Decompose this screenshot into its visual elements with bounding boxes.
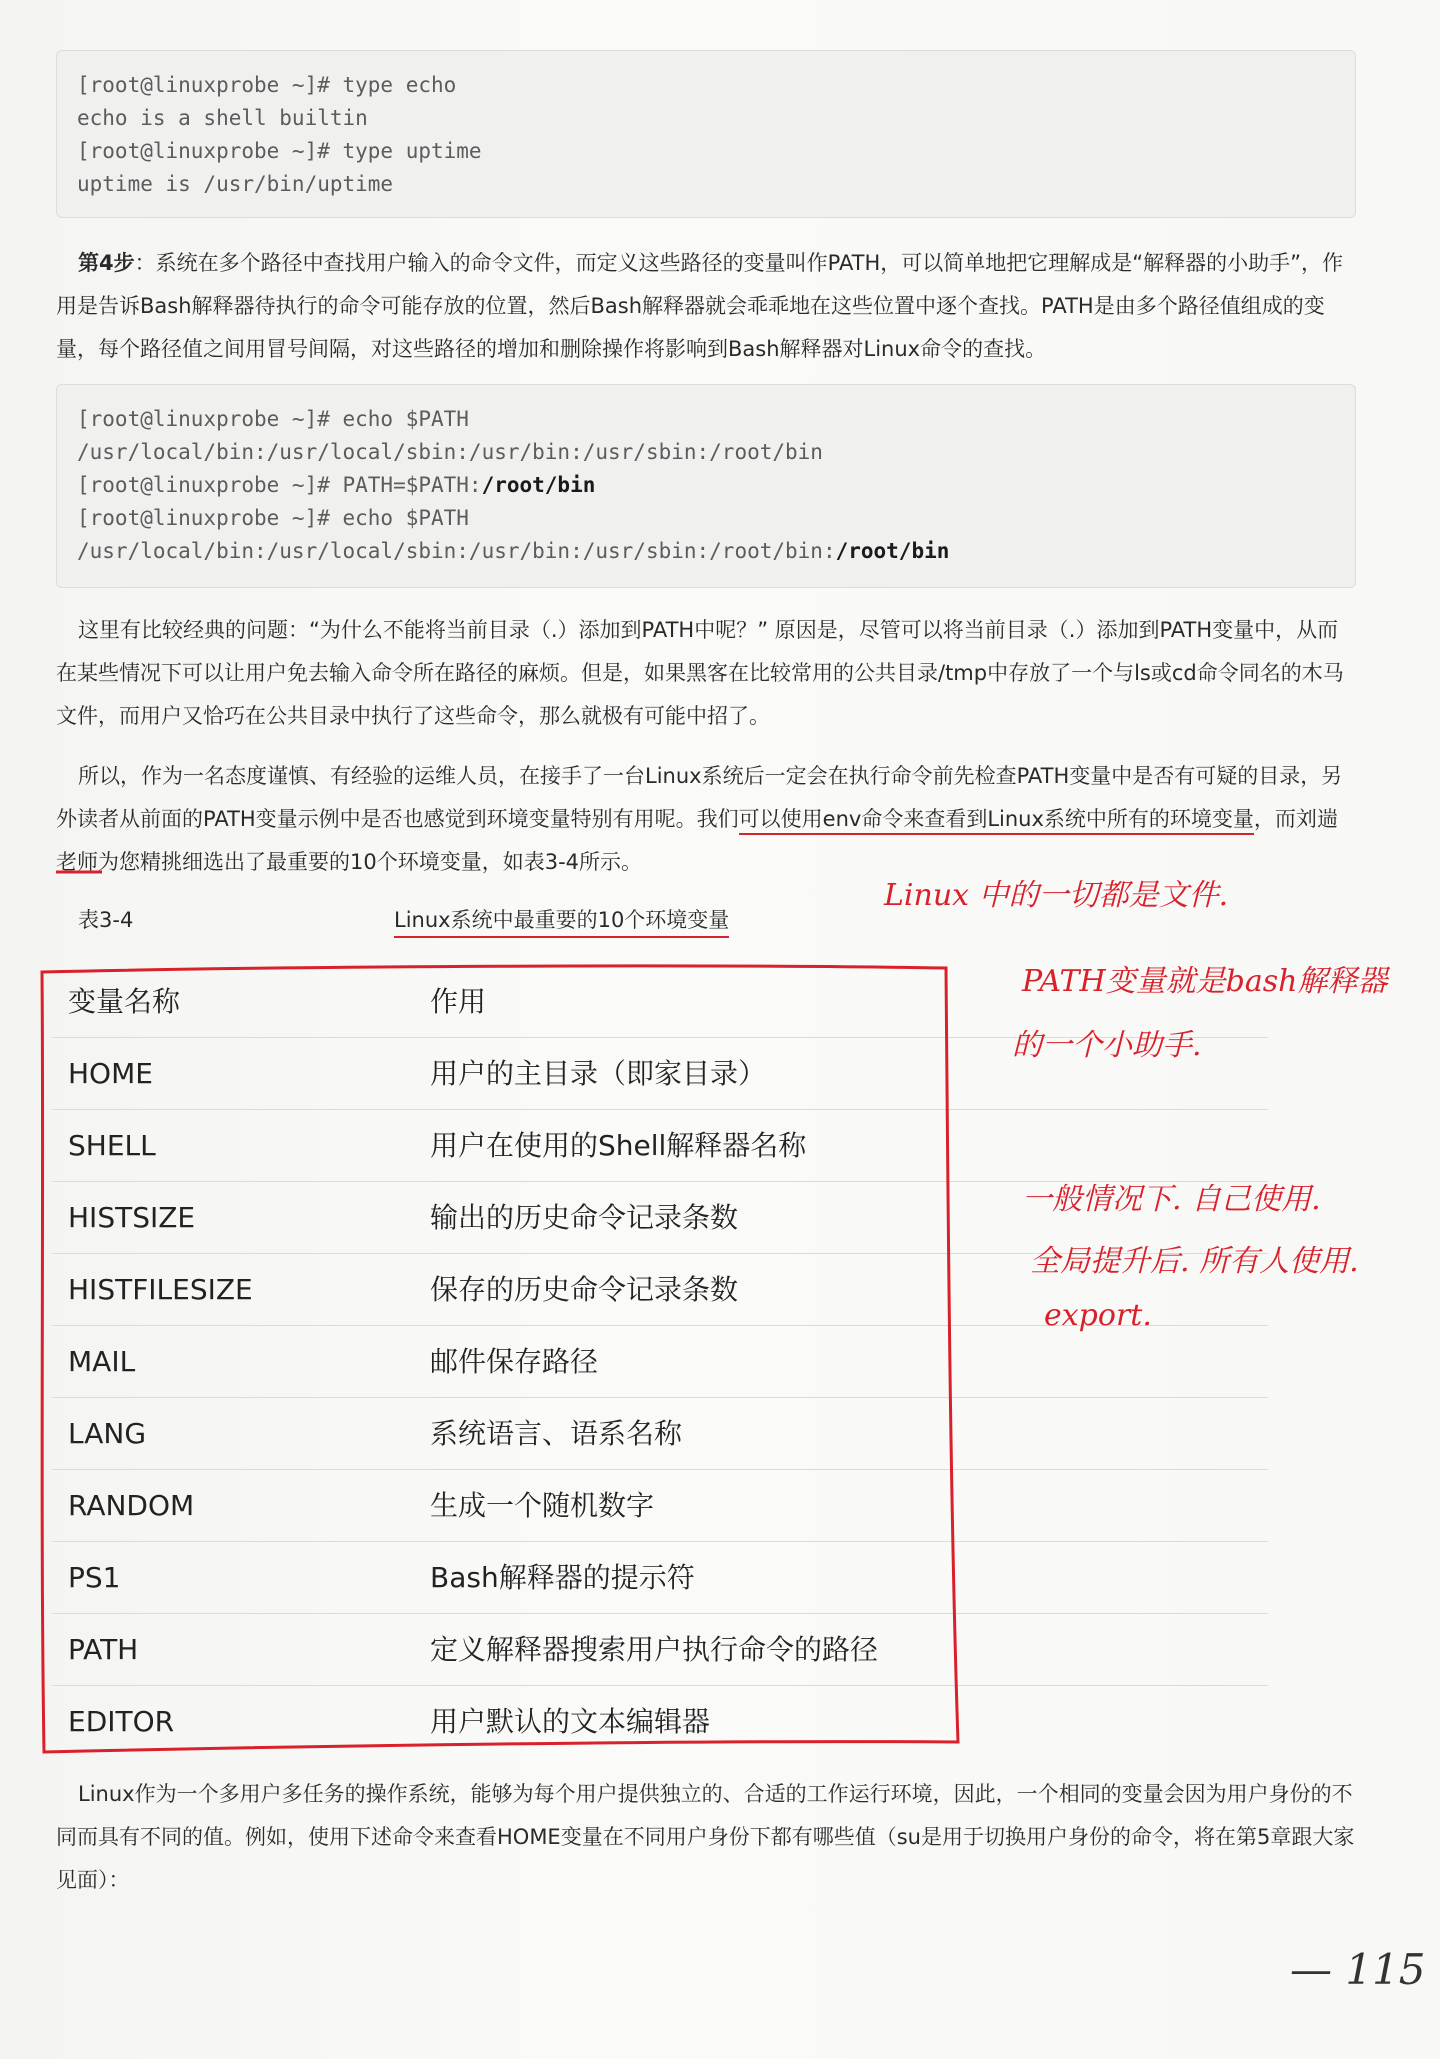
var-name: SHELL (68, 1129, 156, 1162)
var-name: HISTSIZE (68, 1201, 196, 1234)
env-text-2: ，而刘遄老师为您精挑细选出了最重要的10个环境变量，如表3-4所示。 (56, 807, 1338, 874)
question-text: 这里有比较经典的问题：“为什么不能将当前目录（.）添加到PATH中呢？” 原因是，尽管可以将当前目录（.）添加到PATH变量中，从而在某些情况下可以让用户免去输入命令所在路径的麻烦。但是，如果黑客在比较常用的公共目录/tmp中存放了一个与ls或cd命令同名的木马文件，而用户又恰巧在公共目录中执行了这些命令，那么就极有可能中招了。 (56, 618, 1344, 728)
var-name: HISTFILESIZE (68, 1273, 253, 1306)
header-name: 变量名称 (68, 985, 181, 1018)
var-name: LANG (68, 1417, 147, 1450)
handwritten-note-everything-file: Linux 中的一切都是文件. (884, 878, 1229, 913)
var-name: HOME (68, 1057, 153, 1090)
var-name: MAIL (68, 1345, 136, 1378)
var-purpose: 生成一个随机数字 (430, 1489, 655, 1522)
var-name: PATH (68, 1633, 139, 1666)
var-name: EDITOR (68, 1705, 175, 1738)
step4-text: ：系统在多个路径中查找用户输入的命令文件，而定义这些路径的变量叫作PATH，可以简单地把它理解成是“解释器的小助手”，作用是告诉Bash解释器待执行的命令可能存放的位置，然后Bash解释器就会乖乖地在这些位置中逐个查找。PATH是由多个路径值组成的变量，每个路径值之间用冒号间隔，对这些路径的增加和删除操作将影响到Bash解释器对Linux命令的查找。 (56, 251, 1344, 361)
var-purpose: Bash解释器的提示符 (430, 1561, 695, 1594)
var-name: PS1 (68, 1561, 121, 1594)
env-text-1: 所以，作为一名态度谨慎、有经验的运维人员，在接手了一台Linux系统后一定会在执行命令前先检查PATH变量中是否有可疑的目录，另外读者从前面的PATH变量示例中是否也感觉到环境变量特别有用呢。我们 (56, 764, 1343, 831)
var-purpose: 输出的历史命令记录条数 (430, 1201, 739, 1234)
handwritten-note-scope-line2: 全局提升后. 所有人使用. (1030, 1244, 1359, 1279)
step4-label: 第4步 (78, 251, 135, 275)
handwritten-note-export: export. (1044, 1298, 1152, 1333)
handwritten-note-path-line2: 的一个小助手. (1012, 1028, 1202, 1063)
code-line: echo is a shell builtin (77, 106, 368, 130)
table-caption-id: 表3-4 (78, 908, 134, 932)
code-prefix: /usr/local/bin:/usr/local/sbin:/usr/bin:/usr/sbin:/root/bin: (77, 539, 836, 563)
var-purpose: 用户默认的文本编辑器 (430, 1705, 711, 1738)
env-underlined-text: 可以使用env命令来查看到Linux系统中所有的环境变量 (739, 807, 1254, 835)
var-purpose: 邮件保存路径 (430, 1345, 599, 1378)
page-number: — 115 (1290, 1945, 1426, 1994)
handwritten-note-path-line1: PATH变量就是bash解释器 (1022, 964, 1388, 999)
code-line: /usr/local/bin:/usr/local/sbin:/usr/bin:/usr/sbin:/root/bin (77, 440, 823, 464)
handwritten-note-scope-line1: 一般情况下. 自己使用. (1022, 1182, 1321, 1217)
home-text: Linux作为一个多用户多任务的操作系统，能够为每个用户提供独立的、合适的工作运行环境，因此，一个相同的变量会因为用户身份的不同而具有不同的值。例如，使用下述命令来查看HOME变量在不同用户身份下都有哪些值（su是用于切换用户身份的命令，将在第5章跟大家见面）： (56, 1782, 1355, 1892)
code-bold: /root/bin (835, 539, 950, 563)
code-prefix: [root@linuxprobe ~]# PATH=$PATH: (77, 473, 482, 497)
header-purpose: 作用 (430, 985, 487, 1018)
code-line: [root@linuxprobe ~]# echo $PATH (77, 407, 469, 431)
home-paragraph (56, 1773, 1356, 1902)
red-box-stroke (42, 966, 958, 1752)
code-line: [root@linuxprobe ~]# type uptime (77, 139, 482, 163)
code-bold: /root/bin (481, 473, 596, 497)
var-purpose: 用户的主目录（即家目录） (430, 1057, 767, 1090)
var-purpose: 定义解释器搜索用户执行命令的路径 (430, 1633, 879, 1666)
code-line: [root@linuxprobe ~]# type echo (77, 73, 457, 97)
code-line: [root@linuxprobe ~]# echo $PATH (77, 506, 469, 530)
code-line: uptime is /usr/bin/uptime (77, 172, 394, 196)
var-purpose: 系统语言、语系名称 (430, 1417, 683, 1450)
var-purpose: 用户在使用的Shell解释器名称 (430, 1129, 807, 1162)
var-name: RANDOM (68, 1489, 195, 1522)
var-purpose: 保存的历史命令记录条数 (430, 1273, 739, 1306)
table-caption-title: Linux系统中最重要的10个环境变量 (394, 904, 729, 938)
